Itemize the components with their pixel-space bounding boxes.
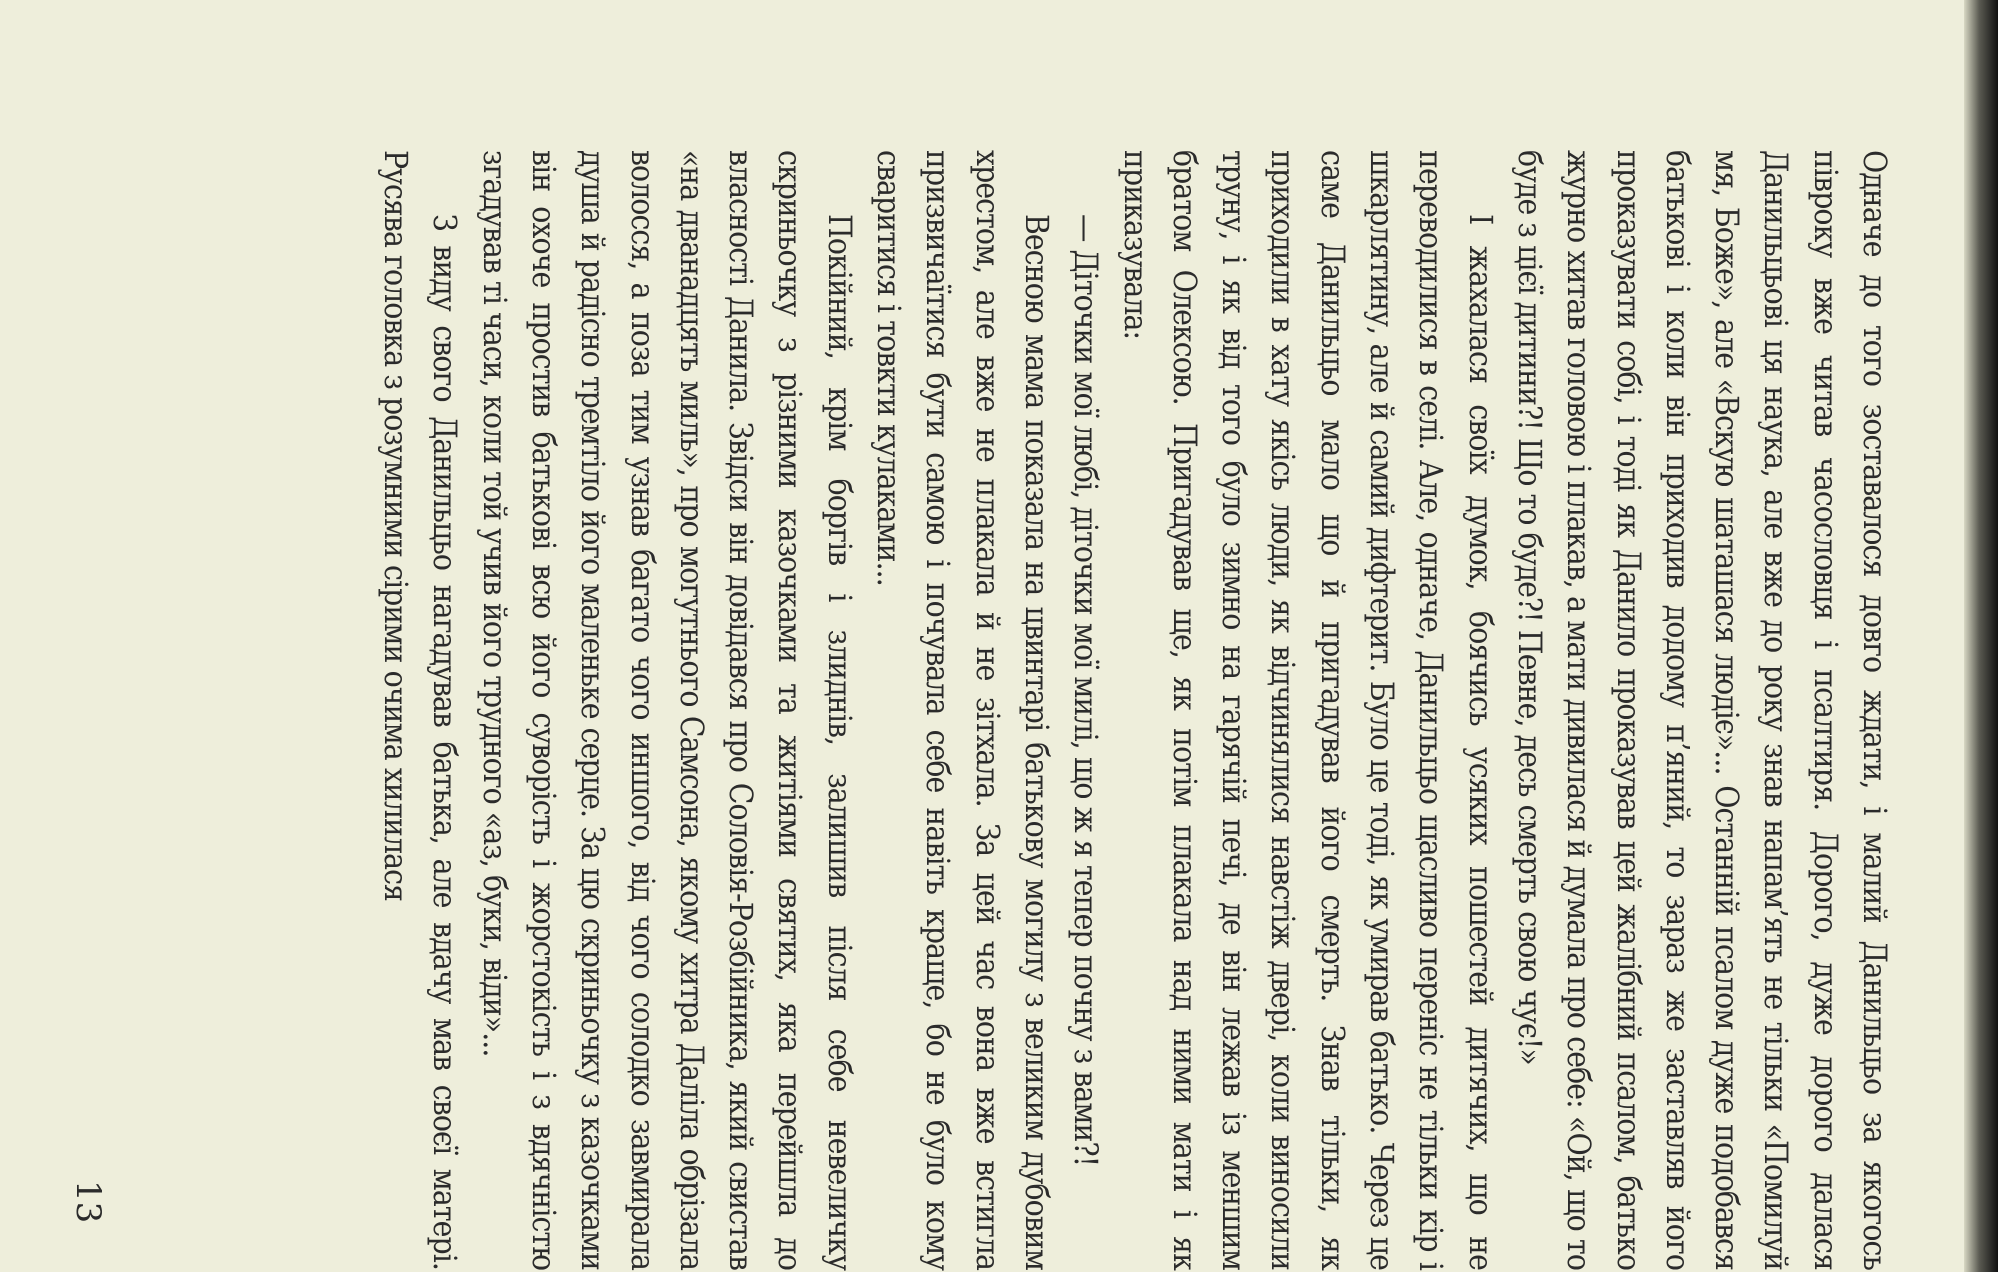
paragraph-1: Одначе до того зоставалося довго ждати, і малий Данильцьо за якогось півроку вже читав часословця і псалтиря. Дорого, дуже дорого далася Данильцьові ця наука, але вже до року знав напам’ять не тільки «Помилуй мя, Боже», але «Вскую шаташася людіє»... Останній псалом дуже подобався батькові і коли він приходив додому п’яний, то зараз же заставляв його проказувати собі, і тоді як Данило проказував цей жалібний псалом, батько журно хитав головою і плакав, а мати дивилася й думала про себе: «Ой, що то буде з цієї дитини?! Що то буде?! Певне, десь смерть свою чує!» <box>1510 150 1892 1270</box>
paragraph-2: І жахалася своїх думок, боячись усяких пошестей дитячих, що не переводилися в селі. Але, одначе, Данильцьо щасливо переніс не тільки кір і шкарлятину, але й самий дифтерит. Було це тоді, як умирав батько. Через це саме Данильцьо мало що й пригадував його смерть. Знав тільки, як приходили в хату якісь люди, як відчинялися навстіж двері, коли виносили труну, і як від того було зимно на гарячій печі, де він лежав із меншим братом Олексою. Пригадував ще, як потім плакала над ними мати і як приказувала: <box>1116 150 1498 1270</box>
paragraph-3: — Діточки мої любі, діточки мої милі, що ж я тепер почну з вами?! <box>1067 214 1104 1167</box>
paragraph-4: Весною мама показала на цвинтарі батькову могилу з великим дубовим хрестом, але вже не плакала й не зітхала. За цей час вона вже встигла призвичаїтися бути самою і почувала себе навіть краще, бо не було кому сваритися і товкти кулаками... <box>870 150 1054 1270</box>
body-text <box>370 150 1898 1270</box>
scan-edge-shadow <box>1964 0 1998 1272</box>
paragraph-5: Покійний, крім боргів і злиднів, залишив після себе невеличку скриньочку з різними казочками та житіями святих, яка перейшла до власності Данила. Звідси він довідався про Соловія-Розбійника, який свистав «на дванадцять миль», про могутнього Самсона, якому хитра Даліла обрізала волосся, а поза тим узнав багато чого иншого, від чого солодко завмирала душа й радісно тремтіло його маленьке серце. За цю скриньочку з казочками він охоче простив батькові всю його суворість і жорстокість і з вдячністю згадував ті часи, коли той учив його трудного «аз, буки, віди»... <box>475 150 857 1270</box>
page-number: 13 <box>68 1180 108 1224</box>
paragraph-6: З виду свого Данильцьо нагадував батька, але вдачу мав своєї матері. Русява головка з розумними сірими очима хилилася <box>377 150 463 1270</box>
